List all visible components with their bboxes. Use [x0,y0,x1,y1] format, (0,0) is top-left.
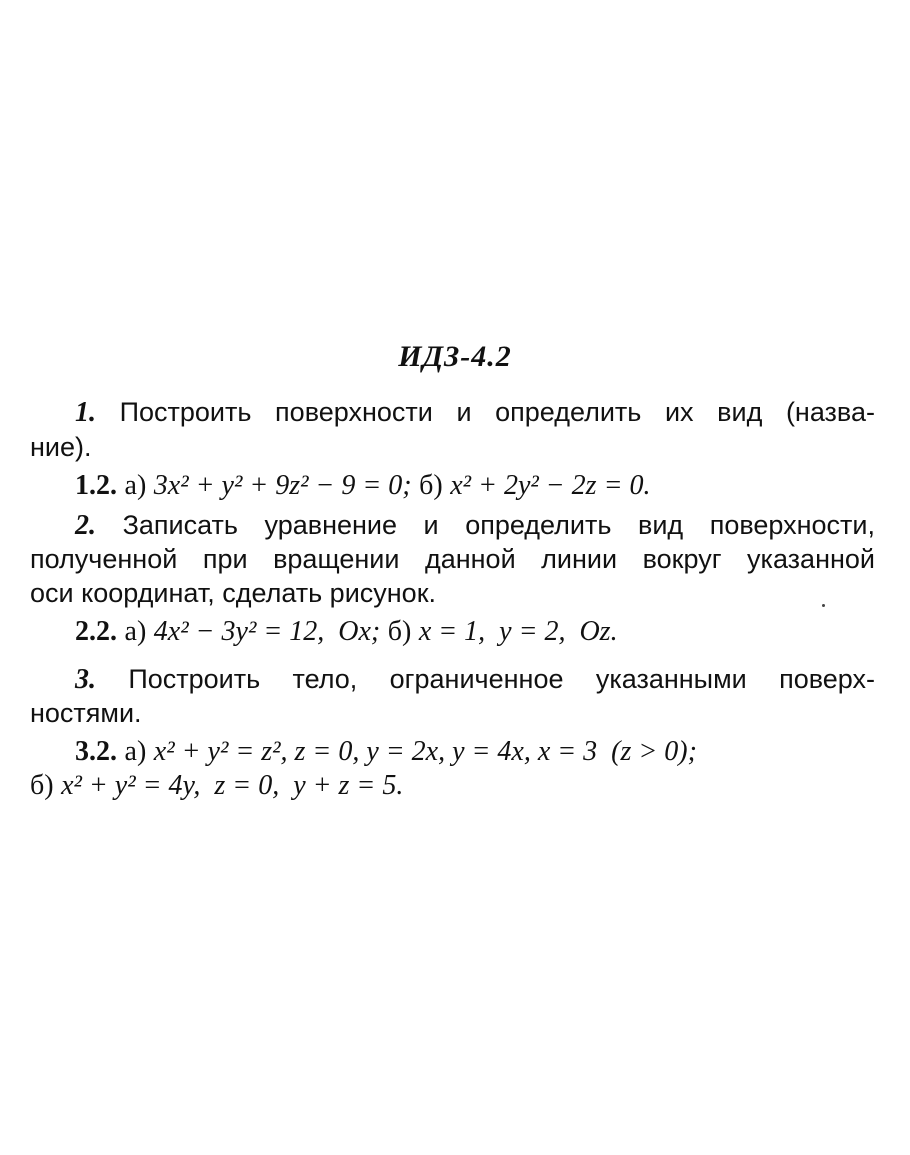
task3-label-a: а) [124,736,147,767]
task3-number: 3. [75,664,96,695]
task1-line1 [75,395,875,430]
task1-label-b: б) [419,470,443,501]
task1-subnumber: 1.2. [75,470,117,501]
task3-equation-a-line [75,734,697,769]
task2-line3 [30,576,436,610]
task3-equation-b-line [30,768,403,803]
task3-text-line2: ностями. [30,698,142,728]
task3-equation-b: x² + y² = 4y, z = 0, y + z = 5. [61,770,404,801]
task1-equation-b: x² + 2y² − 2z = 0. [450,470,651,501]
task1-line2 [30,430,92,464]
task3-text-line1: Построить тело, ограниченное указанными поверх- [128,664,875,694]
task2-text-line1: Записать уравнение и определить вид поверхности, [122,510,875,540]
task1-equations [75,468,650,503]
task2-number: 2. [75,510,96,541]
task2-text-line2: полученной при вращении данной линии вокруг указанной [30,544,875,574]
task2-equation-a: 4x² − 3y² = 12, Ox; [153,616,381,647]
task2-line1 [75,508,875,543]
task2-equations [75,614,618,649]
task2-label-b: б) [387,616,412,647]
page-title: ИДЗ-4.2 [398,340,512,373]
task2-text-line3: оси координат, сделать рисунок. [30,578,437,608]
task1-text-line1: Построить поверхности и определить их вид (назва- [119,397,875,427]
task2-equation-b: x = 1, y = 2, Oz. [418,616,618,647]
task3-equation-a: x² + y² = z², z = 0, y = 2x, y = 4x, x = 3 (z > 0); [153,736,697,767]
task1-text-line2: ние). [30,432,92,462]
task3-line1 [75,662,875,697]
task3-line2 [30,696,142,730]
task2-subnumber: 2.2. [75,616,117,647]
task1-number: 1. [75,397,96,428]
task3-label-b: б) [30,770,54,801]
task2-label-a: а) [124,616,147,647]
print-speck [822,604,825,607]
task3-subnumber: 3.2. [75,736,117,767]
task1-equation-a: 3x² + y² + 9z² − 9 = 0; [153,470,412,501]
task1-label-a: а) [124,470,147,501]
task2-line2 [30,542,875,576]
